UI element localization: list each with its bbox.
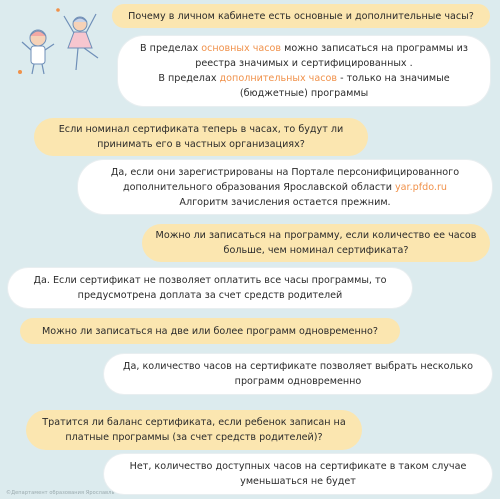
answer-4-bubble [104, 354, 492, 394]
answer-5-bubble [104, 454, 492, 494]
answer-1-line-2: реестра значимых и сертифицированных . [195, 58, 413, 69]
answer-1-text [140, 41, 468, 101]
question-5-text: Тратится ли баланс сертификата, если ребенок записан на платные программы (за счет средств родителей)? [42, 417, 346, 443]
answer-3-text: Да. Если сертификат не позволяет оплатить все часы программы, то предусмотрена доплата за счет средств родителей [33, 275, 387, 301]
answer-2-bubble [78, 160, 492, 214]
footer-credit: ©Департамент образования Ярославль [6, 490, 115, 496]
question-3-text: Можно ли записаться на программу, если количество ее часов больше, чем номинал сертификата? [155, 230, 477, 256]
answer-5-text: Нет, количество доступных часов на сертификате в таком случае уменьшаться не будет [129, 461, 467, 487]
question-4-text: Можно ли записаться на две или более программ одновременно? [42, 325, 378, 337]
question-1-bubble [112, 4, 490, 28]
portal-link[interactable]: yar.pfdo.ru [394, 181, 447, 193]
question-3-bubble [142, 224, 490, 262]
answer-1-bubble [118, 36, 490, 106]
question-4-bubble [20, 318, 400, 344]
extra-hours-highlight: дополнительных часов [219, 73, 338, 84]
children-dancing-illustration [8, 2, 108, 77]
answer-1-line-1: В пределах основных часов можно записаться на программы из [140, 43, 468, 54]
answer-1-line-3: В пределах дополнительных часов - только на значимые [158, 73, 450, 84]
answer-4-text: Да, количество часов на сертификате позволяет выбрать несколько программ одновременно [122, 361, 474, 387]
answer-3-bubble [8, 268, 412, 308]
main-hours-highlight: основных часов [201, 43, 282, 54]
question-2-bubble [34, 118, 368, 156]
question-5-bubble [26, 410, 362, 450]
question-2-text: Если номинал сертификата теперь в часах, то будут ли принимать его в частных организациях? [58, 124, 344, 150]
question-1-text: Почему в личном кабинете есть основные и дополнительные часы? [128, 10, 474, 22]
answer-1-line-4: (бюджетные) программы [239, 88, 369, 99]
answer-2-text: Да, если они зарегистрированы на Портале персонифицированного дополнительного образования Ярославской области yar.pfdo.ru Алгоритм зачисления остается прежним. [110, 166, 460, 208]
